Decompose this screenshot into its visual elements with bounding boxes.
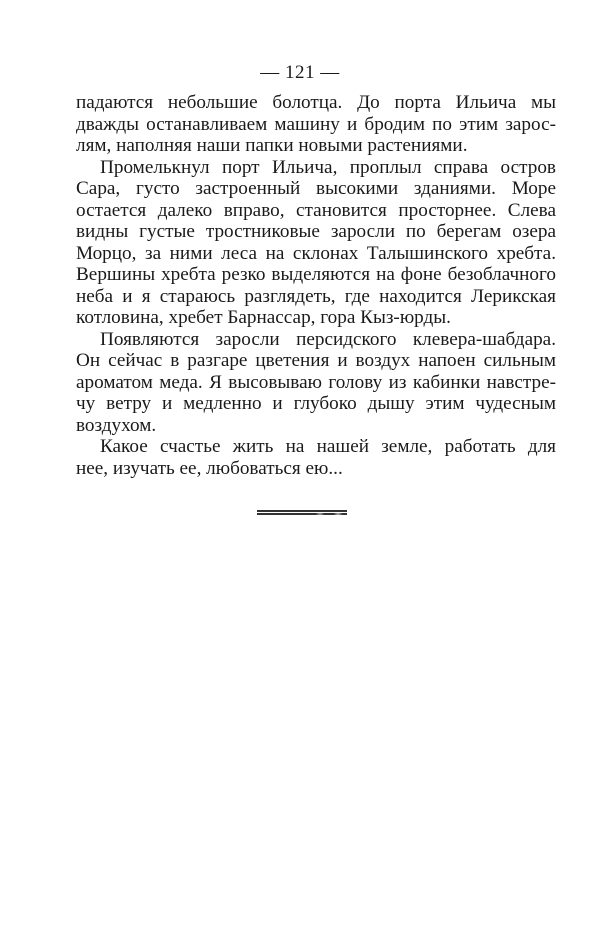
text-line: ароматом меда. Я высовываю голову из кабинки навстре- bbox=[76, 371, 556, 393]
text-line: чу ветру и медленно и глубоко дышу этим чудесным bbox=[76, 393, 556, 414]
text-line: Какое счастье жить на нашей земле, работать для bbox=[100, 436, 556, 457]
text-line: Он сейчас в разгаре цветения и воздух напоен сильным bbox=[76, 350, 556, 371]
text-line: Вершины хребта резко выделяются на фоне безоблачного bbox=[76, 264, 556, 285]
text-line: неба и я стараюсь разглядеть, где находится Лерикская bbox=[76, 285, 556, 307]
text-line: Появляются заросли персидского клевера-шабдара. bbox=[100, 328, 556, 350]
text-line: воздухом. bbox=[76, 414, 157, 436]
body-text bbox=[76, 92, 556, 479]
ornament-line-top bbox=[257, 510, 347, 512]
text-line: нее, изучать ее, любоваться ею... bbox=[76, 457, 343, 479]
text-line: остается далеко вправо, становится просторнее. Слева bbox=[76, 199, 556, 221]
ornament-line-bottom bbox=[257, 513, 347, 515]
text-line: Промелькнул порт Ильича, проплыл справа остров bbox=[100, 156, 556, 178]
text-line: Морцо, за ними леса на склонах Талышинского хребта. bbox=[76, 242, 556, 264]
text-line: Сара, густо застроенный высокими зданиями. Море bbox=[76, 178, 556, 199]
paragraph-1 bbox=[76, 92, 556, 157]
paragraph-3 bbox=[76, 329, 556, 437]
page-number: — 121 — bbox=[260, 62, 340, 83]
paragraph-2 bbox=[76, 157, 556, 329]
text-line: лям, наполняя наши папки новыми растениями. bbox=[76, 135, 468, 156]
text-line: дважды останавливаем машину и бродим по этим зарос- bbox=[76, 113, 556, 135]
text-line: падаются небольшие болотца. До порта Ильича мы bbox=[76, 92, 556, 113]
text-line: видны густые тростниковые заросли по берегам озера bbox=[76, 221, 556, 242]
paragraph-4 bbox=[76, 436, 556, 479]
end-ornament-rule bbox=[257, 510, 347, 516]
text-line: котловина, хребет Барнассар, гора Кыз-юрды. bbox=[76, 307, 451, 328]
